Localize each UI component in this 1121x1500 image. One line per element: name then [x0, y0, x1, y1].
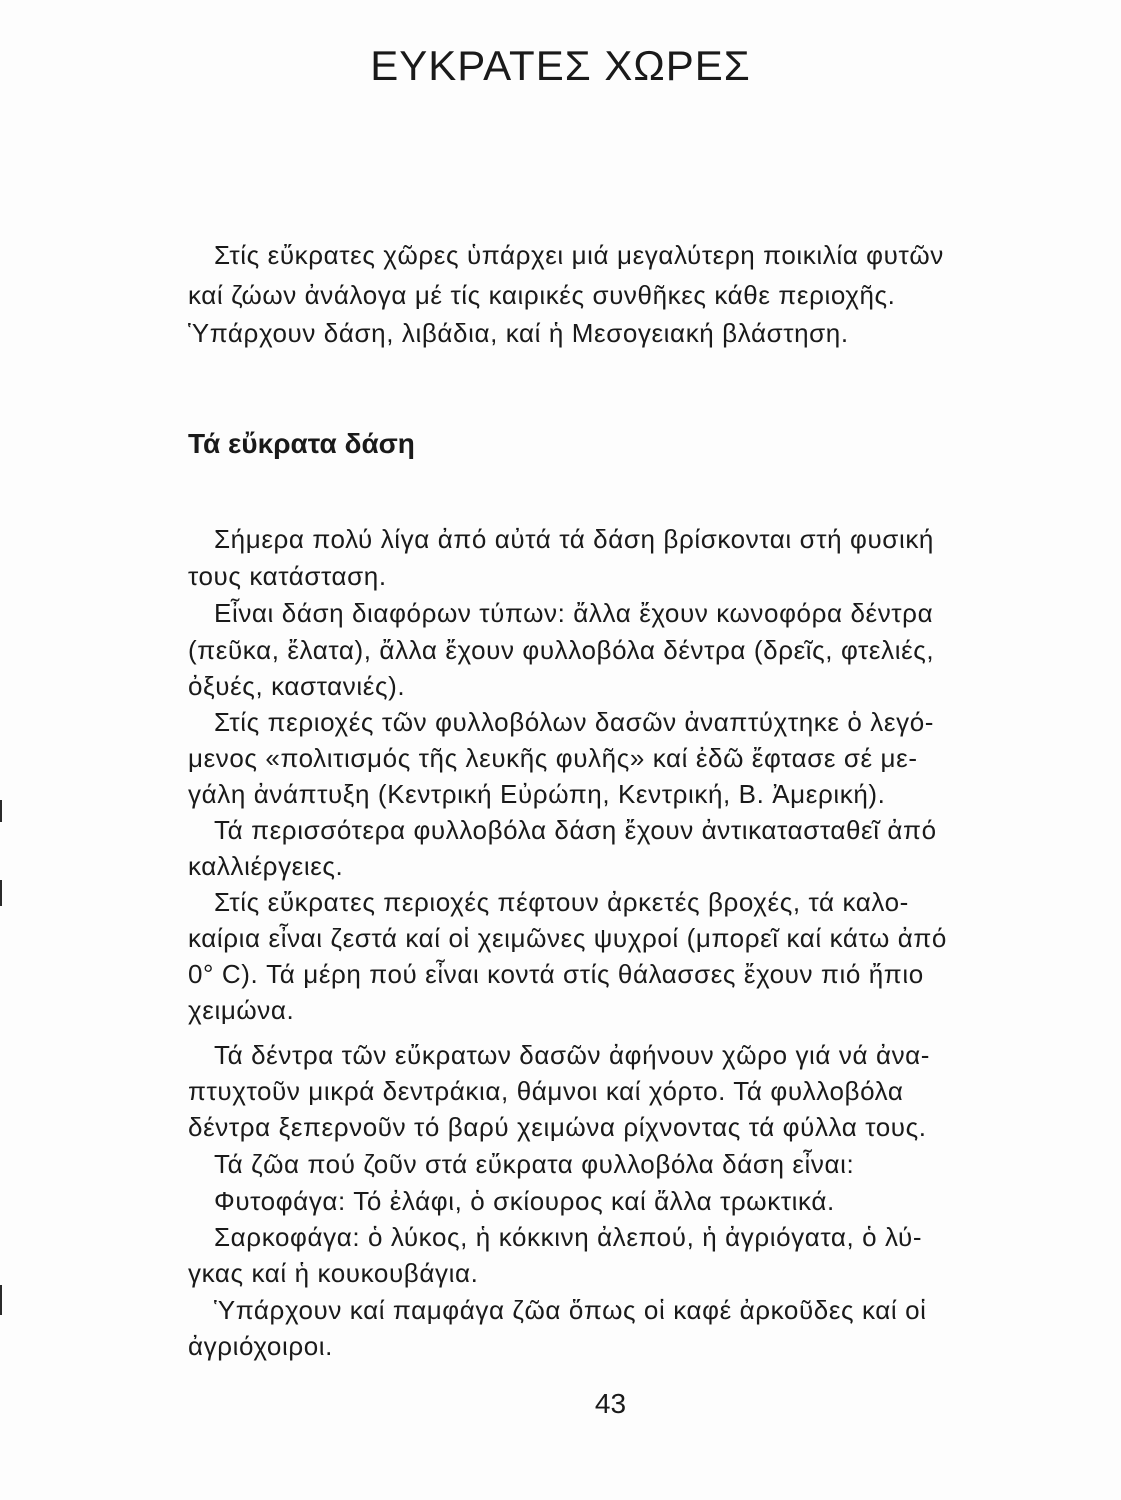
body-line: δέντρα ξεπερνοῦν τό βαρύ χειμώνα ρίχνοντας τά φύλλα τους.: [188, 1112, 927, 1142]
body-line: γάλη ἀνάπτυξη (Κεντρική Εὐρώπη, Κεντρική, Β. Ἀμερική).: [188, 779, 886, 809]
body-line: Στίς εὔκρατες περιοχές πέφτουν ἀρκετές βροχές, τά καλο-: [214, 887, 909, 917]
body-line: Φυτοφάγα: Τό ἐλάφι, ὁ σκίουρος καί ἄλλα τρωκτικά.: [214, 1186, 835, 1216]
body-line: ὀξυές, καστανιές).: [188, 671, 406, 701]
intro-line: καί ζώων ἀνάλογα μέ τίς καιρικές συνθῆκες κάθε περιοχῆς.: [188, 280, 896, 310]
scan-edge-mark: [0, 1285, 2, 1315]
page-title: ΕΥΚΡΑΤΕΣ ΧΩΡΕΣ: [370, 42, 751, 89]
body-line: πτυχτοῦν μικρά δεντράκια, θάμνοι καί χόρτο. Τά φυλλοβόλα: [188, 1076, 904, 1106]
body-line: γκας καί ἡ κουκουβάγια.: [188, 1258, 479, 1288]
intro-line: Στίς εὔκρατες χῶρες ὑπάρχει μιά μεγαλύτερη ποικιλία φυτῶν: [214, 240, 944, 270]
body-line: 0° C). Τά μέρη πού εἶναι κοντά στίς θάλασσες ἔχουν πιό ἤπιο: [188, 959, 924, 989]
body-line: καίρια εἶναι ζεστά καί οἱ χειμῶνες ψυχροί (μπορεῖ καί κάτω ἀπό: [188, 923, 947, 953]
body-line: (πεῦκα, ἔλατα), ἄλλα ἔχουν φυλλοβόλα δέντρα (δρεῖς, φτελιές,: [188, 635, 935, 665]
body-line: μενος «πολιτισμός τῆς λευκῆς φυλῆς» καί ἐδῶ ἔφτασε σέ με-: [188, 743, 918, 773]
scan-edge-mark: [0, 880, 2, 906]
body-line: Σήμερα πολύ λίγα ἀπό αὐτά τά δάση βρίσκονται στή φυσική: [214, 524, 934, 554]
section-heading: Τά εὔκρατα δάση: [188, 428, 415, 459]
body-line: Τά περισσότερα φυλλοβόλα δάση ἔχουν ἀντικατασταθεῖ ἀπό: [214, 815, 937, 845]
body-line: ἀγριόχοιροι.: [188, 1331, 333, 1361]
body-line: Στίς περιοχές τῶν φυλλοβόλων δασῶν ἀναπτύχτηκε ὁ λεγό-: [214, 707, 935, 737]
body-line: Ὑπάρχουν καί παμφάγα ζῶα ὅπως οἱ καφέ ἀρκοῦδες καί οἱ: [214, 1295, 927, 1325]
page-number: 43: [594, 1388, 627, 1419]
body-line: Εἶναι δάση διαφόρων τύπων: ἄλλα ἔχουν κωνοφόρα δέντρα: [214, 598, 934, 628]
body-line: Τά ζῶα πού ζοῦν στά εὔκρατα φυλλοβόλα δάση εἶναι:: [214, 1149, 855, 1179]
body-line: χειμώνα.: [188, 995, 295, 1025]
scan-edge-mark: [0, 800, 2, 822]
body-line: τους κατάσταση.: [188, 561, 387, 591]
body-line: Τά δέντρα τῶν εὔκρατων δασῶν ἀφήνουν χῶρο γιά νά ἀνα-: [214, 1040, 931, 1070]
body-line: Σαρκοφάγα: ὁ λύκος, ἡ κόκκινη ἀλεπού, ἡ ἀγριόγατα, ὁ λύ-: [214, 1222, 923, 1252]
body-line: καλλιέργειες.: [188, 851, 344, 881]
intro-line: Ὑπάρχουν δάση, λιβάδια, καί ἡ Μεσογειακή βλάστηση.: [188, 318, 849, 348]
